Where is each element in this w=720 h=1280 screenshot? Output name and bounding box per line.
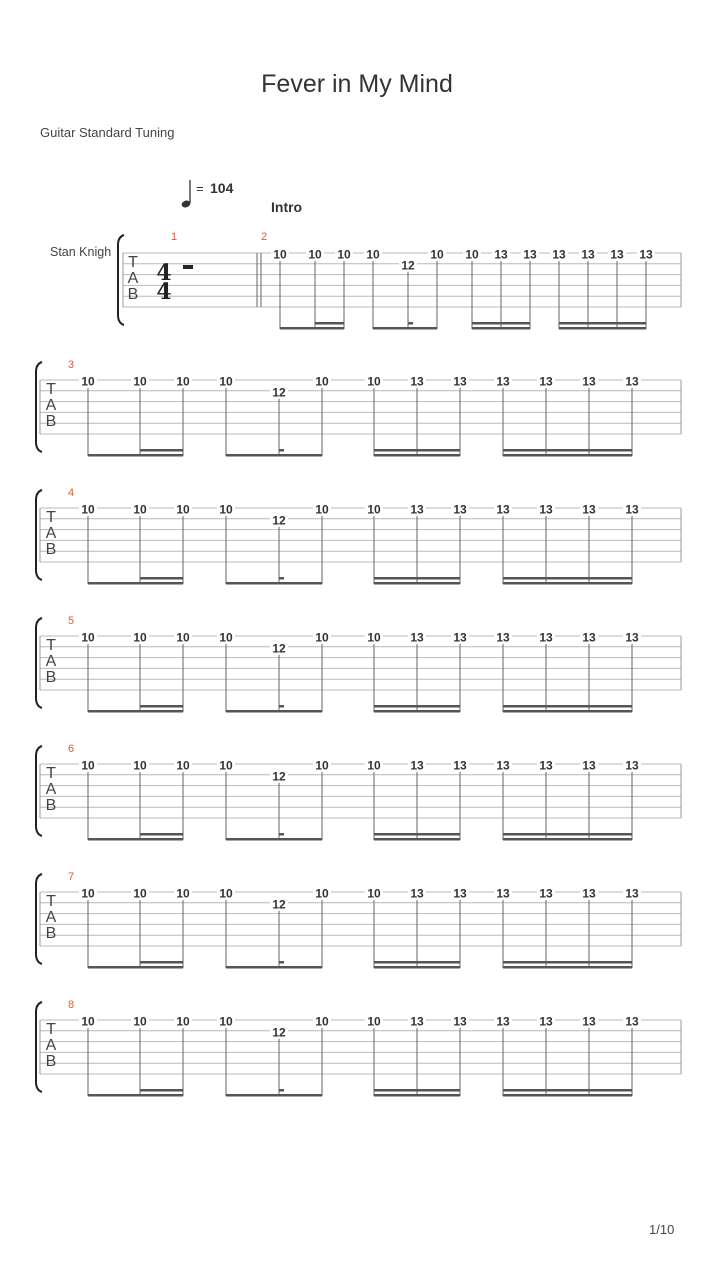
secondary-beam (140, 705, 183, 708)
fret-number: 10 (176, 758, 190, 773)
fret-number: 10 (176, 374, 190, 389)
tuning-label: Guitar Standard Tuning (40, 125, 175, 140)
fret-number: 10 (81, 630, 95, 645)
tempo-equals: = (196, 181, 204, 196)
fret-number: 10 (219, 630, 233, 645)
tab-clef-b: B (127, 286, 139, 303)
fret-number: 10 (367, 502, 381, 517)
secondary-beam (374, 449, 460, 452)
fret-number: 13 (453, 1014, 467, 1029)
system-bracket (36, 1002, 42, 1092)
fret-number: 10 (465, 247, 479, 262)
tab-system-6 (36, 871, 681, 969)
tab-clef-b: B (45, 413, 57, 430)
beam (88, 582, 183, 585)
fret-number: 10 (81, 374, 95, 389)
measure-number: 7 (67, 871, 75, 883)
tab-clef-t: T (46, 765, 56, 782)
fret-number: 10 (315, 758, 329, 773)
page-number: 1/10 (649, 1222, 675, 1237)
fret-number: 13 (539, 1014, 553, 1029)
fret-number: 10 (315, 1014, 329, 1029)
fret-number: 13 (539, 758, 553, 773)
fret-number: 10 (133, 1014, 147, 1029)
system-bracket (36, 618, 42, 708)
fret-number: 10 (430, 247, 444, 262)
fret-number: 10 (367, 374, 381, 389)
beam (373, 327, 437, 330)
fret-number: 13 (453, 374, 467, 389)
tab-clef-t: T (46, 893, 56, 910)
fret-number: 13 (453, 502, 467, 517)
tab-clef-a: A (127, 270, 139, 287)
fret-number: 13 (496, 502, 510, 517)
tab-clef-a: A (45, 525, 57, 542)
fret-number: 13 (410, 758, 424, 773)
beam (226, 454, 322, 457)
fret-number: 13 (539, 502, 553, 517)
measure-number: 3 (67, 359, 75, 371)
secondary-beam (503, 961, 632, 964)
fret-number: 13 (410, 374, 424, 389)
fret-number: 13 (453, 630, 467, 645)
fret-number: 13 (581, 247, 595, 262)
secondary-beam (503, 705, 632, 708)
measure-number: 2 (260, 231, 268, 243)
fret-number: 10 (219, 758, 233, 773)
fret-number: 13 (582, 630, 596, 645)
beam (226, 710, 322, 713)
secondary-beam (140, 1089, 183, 1092)
beam (374, 966, 460, 969)
track-name: Stan Knigh (50, 245, 112, 259)
fret-number: 10 (81, 886, 95, 901)
fret-number: 12 (272, 513, 286, 528)
beam (374, 1094, 460, 1097)
fret-number: 13 (410, 1014, 424, 1029)
fret-number: 13 (496, 630, 510, 645)
secondary-beam (503, 449, 632, 452)
fret-number: 10 (133, 630, 147, 645)
fret-number: 13 (582, 758, 596, 773)
tab-clef-t: T (46, 509, 56, 526)
tempo-marking (181, 180, 234, 209)
system-bracket (36, 490, 42, 580)
secondary-beam (140, 577, 183, 580)
tab-clef-b: B (45, 797, 57, 814)
measure-number: 6 (67, 743, 75, 755)
time-sig-bottom: 4 (156, 279, 172, 305)
fret-number: 10 (315, 502, 329, 517)
fret-number: 13 (410, 502, 424, 517)
fret-number: 12 (272, 769, 286, 784)
secondary-beam (140, 833, 183, 836)
fret-number: 10 (367, 758, 381, 773)
fret-number: 10 (176, 630, 190, 645)
fret-number: 10 (133, 758, 147, 773)
beam (88, 966, 183, 969)
secondary-beam-stub (279, 449, 284, 452)
fret-number: 10 (315, 630, 329, 645)
fret-number: 10 (219, 1014, 233, 1029)
fret-number: 10 (308, 247, 322, 262)
secondary-beam-stub (279, 961, 284, 964)
fret-number: 10 (81, 758, 95, 773)
secondary-beam (374, 1089, 460, 1092)
song-title: Fever in My Mind (261, 70, 453, 98)
fret-number: 12 (272, 385, 286, 400)
fret-number: 13 (582, 886, 596, 901)
beam (88, 838, 183, 841)
fret-number: 13 (610, 247, 624, 262)
tab-clef-a: A (45, 397, 57, 414)
beam (226, 1094, 322, 1097)
secondary-beam (374, 961, 460, 964)
fret-number: 13 (453, 886, 467, 901)
fret-number: 10 (133, 886, 147, 901)
time-sig-top: 4 (156, 260, 172, 286)
tab-clef-b: B (45, 1053, 57, 1070)
fret-number: 10 (81, 1014, 95, 1029)
fret-number: 13 (410, 886, 424, 901)
fret-number: 10 (273, 247, 287, 262)
system-bracket (36, 746, 42, 836)
fret-number: 10 (337, 247, 351, 262)
tab-clef-a: A (45, 1037, 57, 1054)
fret-number: 13 (539, 886, 553, 901)
fret-number: 10 (133, 374, 147, 389)
beam (503, 1094, 632, 1097)
beam (374, 582, 460, 585)
tab-system-5 (36, 743, 681, 841)
secondary-beam (503, 1089, 632, 1092)
beam (503, 966, 632, 969)
fret-number: 13 (639, 247, 653, 262)
fret-number: 13 (582, 374, 596, 389)
measure-number: 5 (67, 615, 75, 627)
secondary-beam-stub (408, 322, 413, 325)
secondary-beam (374, 833, 460, 836)
secondary-beam (374, 705, 460, 708)
measure-number: 4 (67, 487, 75, 499)
fret-number: 12 (272, 641, 286, 656)
fret-number: 13 (625, 502, 639, 517)
fret-number: 13 (494, 247, 508, 262)
fret-number: 13 (625, 1014, 639, 1029)
secondary-beam-stub (279, 833, 284, 836)
fret-number: 13 (582, 1014, 596, 1029)
tab-clef-t: T (128, 254, 138, 271)
secondary-beam-stub (279, 1089, 284, 1092)
fret-number: 13 (582, 502, 596, 517)
fret-number: 13 (552, 247, 566, 262)
secondary-beam-stub (279, 705, 284, 708)
beam (226, 838, 322, 841)
fret-number: 13 (453, 758, 467, 773)
tab-clef-a: A (45, 909, 57, 926)
fret-number: 13 (625, 374, 639, 389)
beam (88, 710, 183, 713)
fret-number: 13 (523, 247, 537, 262)
fret-number: 13 (410, 630, 424, 645)
fret-number: 10 (133, 502, 147, 517)
fret-number: 10 (176, 1014, 190, 1029)
secondary-beam (472, 322, 530, 325)
secondary-beam (374, 577, 460, 580)
tab-clef-b: B (45, 925, 57, 942)
beam (226, 966, 322, 969)
tab-clef-t: T (46, 637, 56, 654)
secondary-beam (140, 961, 183, 964)
tab-clef-t: T (46, 381, 56, 398)
beam (374, 454, 460, 457)
fret-number: 10 (366, 247, 380, 262)
tab-system-1 (118, 231, 681, 330)
beam (280, 327, 344, 330)
section-label: Intro (271, 199, 303, 215)
fret-number: 13 (539, 630, 553, 645)
tab-clef-a: A (45, 781, 57, 798)
tab-clef-a: A (45, 653, 57, 670)
tab-system-4 (36, 615, 681, 713)
beam (374, 838, 460, 841)
secondary-beam (140, 449, 183, 452)
measure-number: 1 (170, 231, 178, 243)
half-rest (183, 265, 193, 269)
beam (88, 1094, 183, 1097)
tempo-value: 104 (210, 180, 234, 196)
fret-number: 13 (496, 374, 510, 389)
fret-number: 10 (315, 886, 329, 901)
tab-clef-b: B (45, 541, 57, 558)
beam (374, 710, 460, 713)
beam (559, 327, 646, 330)
fret-number: 10 (219, 502, 233, 517)
secondary-beam (315, 322, 344, 325)
fret-number: 13 (496, 1014, 510, 1029)
fret-number: 13 (496, 886, 510, 901)
fret-number: 12 (272, 1025, 286, 1040)
beam (88, 454, 183, 457)
fret-number: 10 (367, 886, 381, 901)
fret-number: 10 (315, 374, 329, 389)
beam (226, 582, 322, 585)
tab-clef-b: B (45, 669, 57, 686)
tab-system-3 (36, 487, 681, 585)
secondary-beam (503, 833, 632, 836)
fret-number: 13 (625, 630, 639, 645)
tab-system-2 (36, 359, 681, 457)
tab-system-7 (36, 999, 681, 1097)
tab-clef-t: T (46, 1021, 56, 1038)
fret-number: 12 (272, 897, 286, 912)
beam (472, 327, 530, 330)
fret-number: 13 (625, 886, 639, 901)
system-bracket (36, 362, 42, 452)
fret-number: 13 (539, 374, 553, 389)
fret-number: 10 (81, 502, 95, 517)
fret-number: 10 (176, 886, 190, 901)
fret-number: 10 (367, 1014, 381, 1029)
beam (503, 838, 632, 841)
secondary-beam-stub (279, 577, 284, 580)
beam (503, 710, 632, 713)
fret-number: 12 (401, 258, 415, 273)
measure-number: 8 (67, 999, 75, 1011)
system-bracket (36, 874, 42, 964)
fret-number: 10 (219, 886, 233, 901)
beam (503, 454, 632, 457)
secondary-beam (559, 322, 646, 325)
beam (503, 582, 632, 585)
fret-number: 13 (496, 758, 510, 773)
fret-number: 10 (176, 502, 190, 517)
fret-number: 13 (625, 758, 639, 773)
fret-number: 10 (367, 630, 381, 645)
fret-number: 10 (219, 374, 233, 389)
secondary-beam (503, 577, 632, 580)
